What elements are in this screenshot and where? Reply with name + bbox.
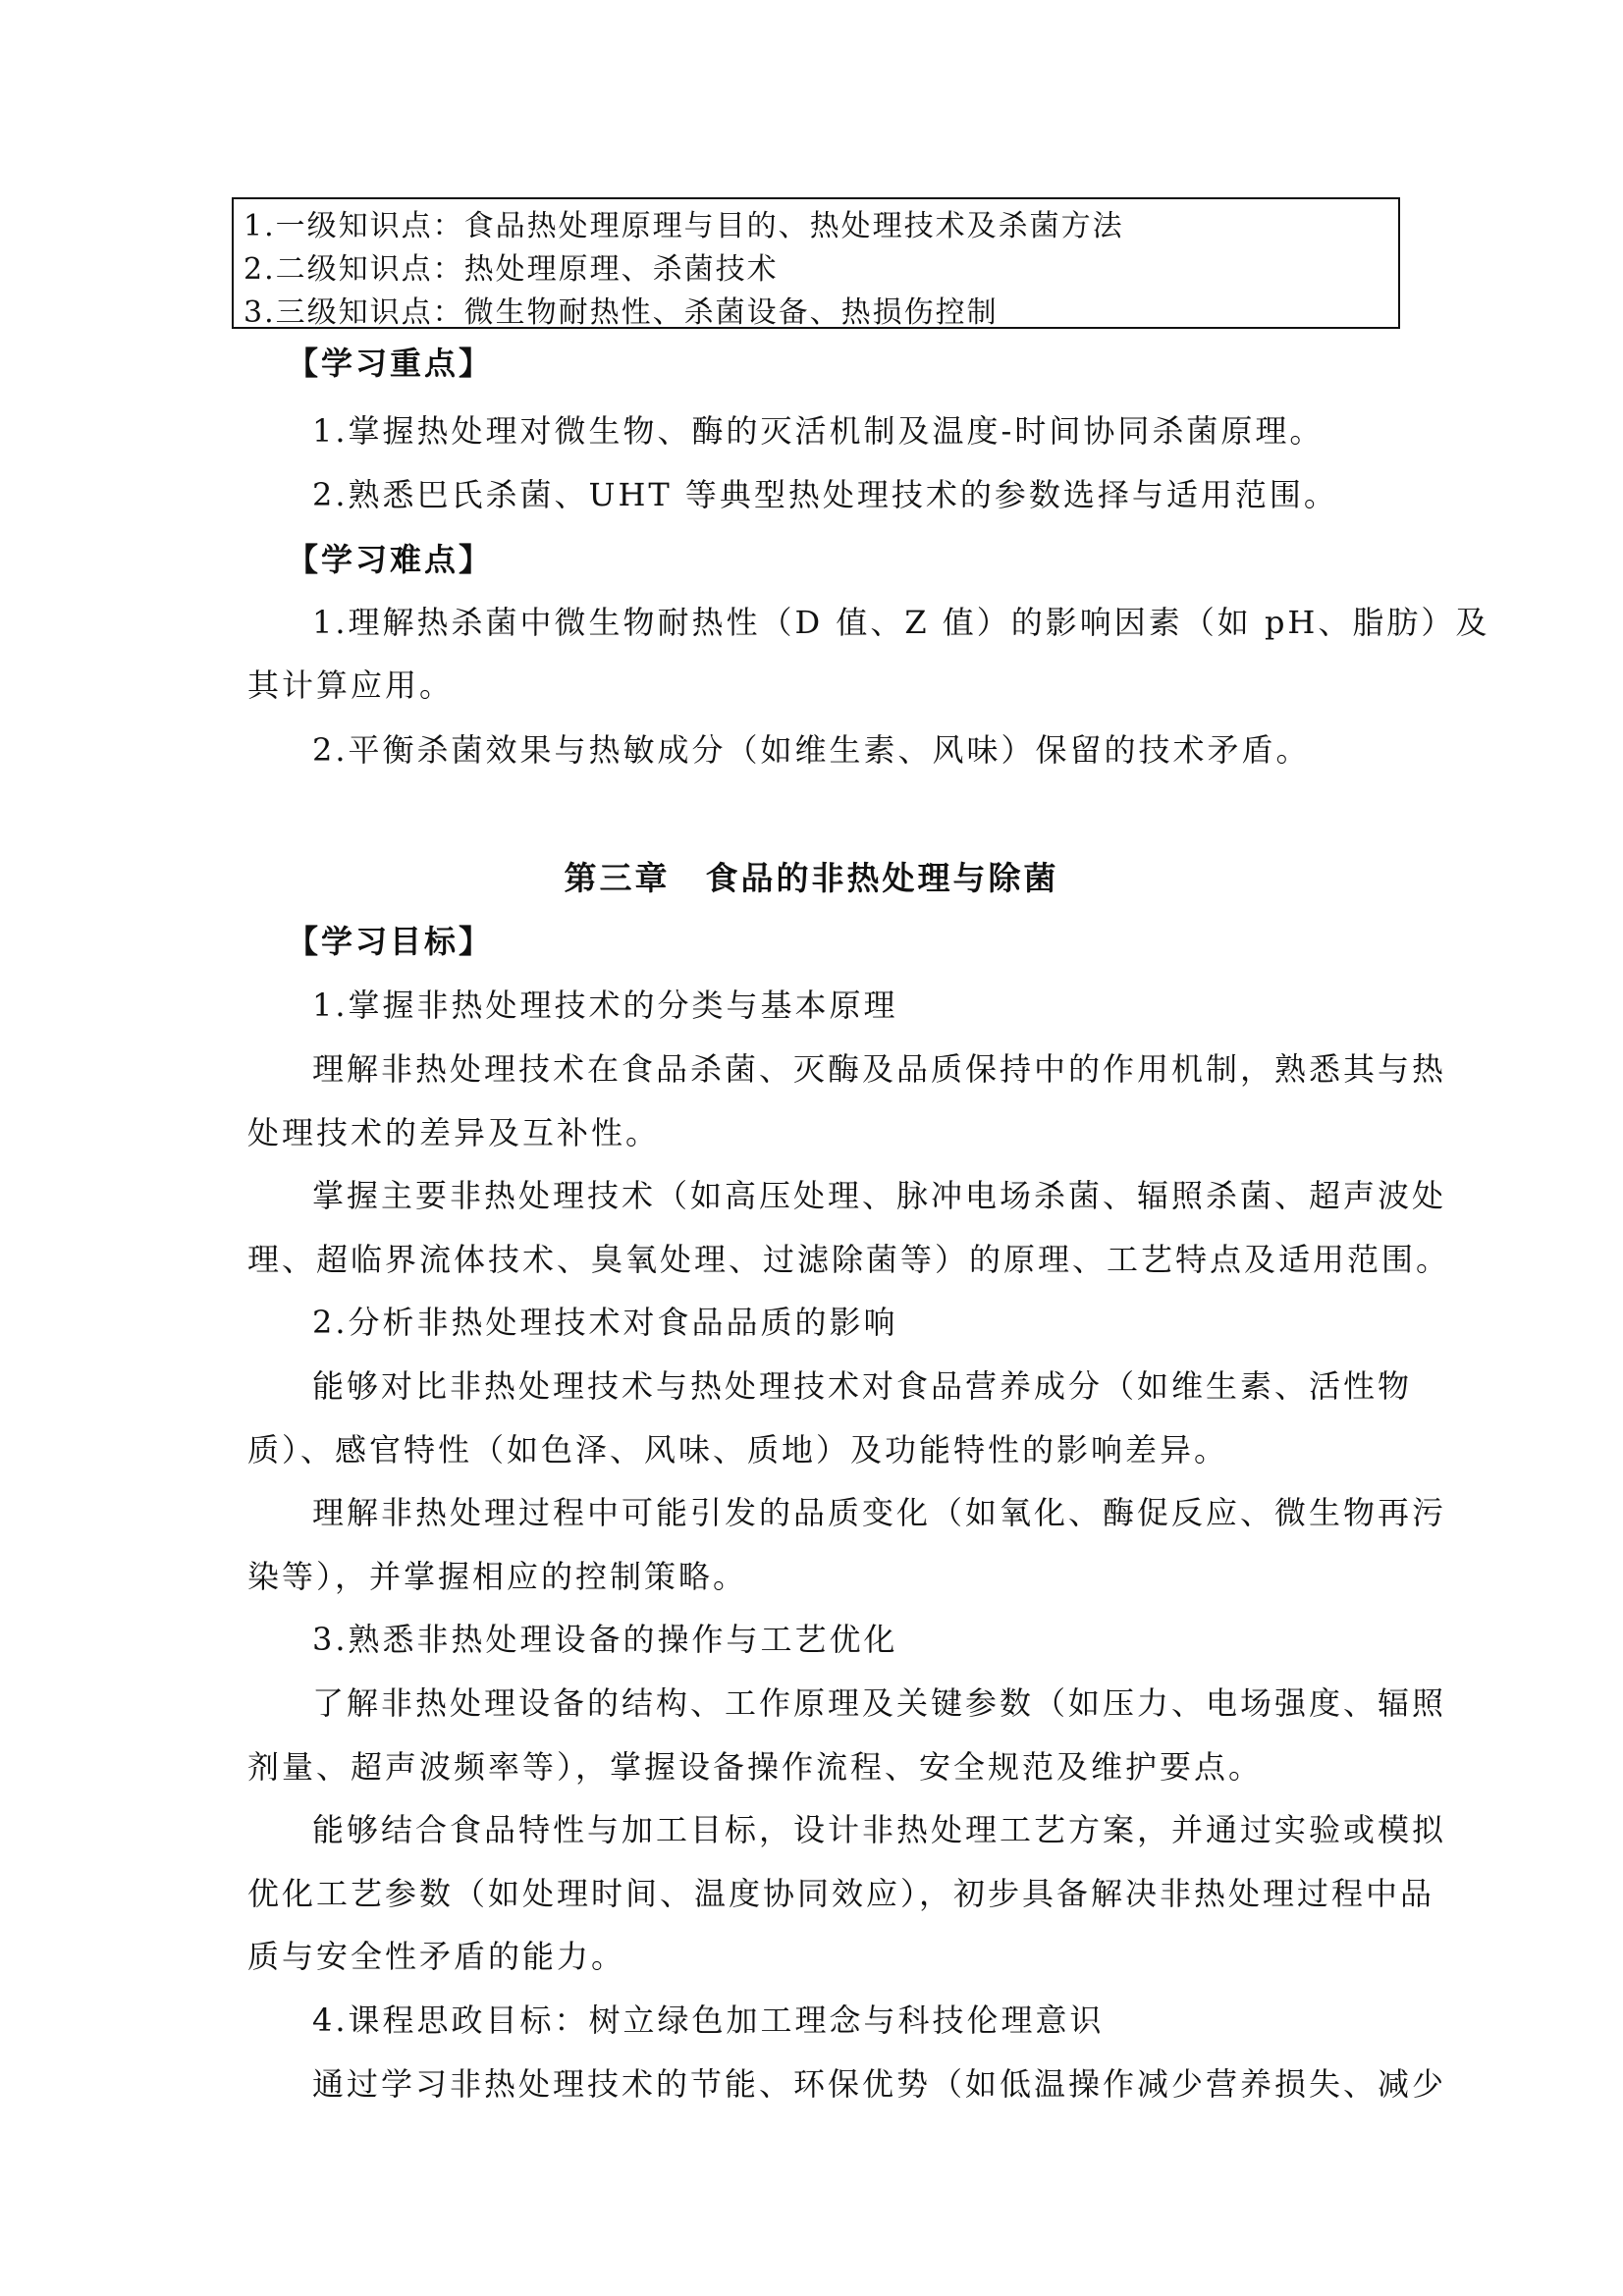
objective-2-para-2-line-2: 染等），并掌握相应的控制策略。 [247, 1558, 748, 1595]
objective-4-title: 4.课程思政目标：树立绿色加工理念与科技伦理意识 [312, 2002, 1105, 2039]
objective-3-para-1-line-2: 剂量、超声波频率等），掌握设备操作流程、安全规范及维护要点。 [247, 1748, 1264, 1786]
objectives-heading: 【学习目标】 [287, 923, 494, 960]
objective-3-title: 3.熟悉非热处理设备的操作与工艺优化 [312, 1621, 898, 1658]
key-point-2: 2.熟悉巴氏杀菌、UHT 等典型热处理技术的参数选择与适用范围。 [312, 476, 1338, 513]
knowledge-level-3: 3.三级知识点：微生物耐热性、杀菌设备、热损伤控制 [243, 295, 999, 330]
objective-3-para-2-line-1: 能够结合食品特性与加工目标，设计非热处理工艺方案，并通过实验或模拟 [312, 1811, 1447, 1848]
objective-1-para-2-line-2: 理、超临界流体技术、臭氧处理、过滤除菌等）的原理、工艺特点及适用范围。 [247, 1241, 1451, 1278]
key-points-heading: 【学习重点】 [287, 345, 494, 382]
objective-1-para-1-line-1: 理解非热处理技术在食品杀菌、灭酶及品质保持中的作用机制，熟悉其与热 [312, 1050, 1447, 1088]
objective-2-title: 2.分析非热处理技术对食品品质的影响 [312, 1304, 898, 1341]
objective-1-para-2-line-1: 掌握主要非热处理技术（如高压处理、脉冲电场杀菌、辐照杀菌、超声波处 [312, 1177, 1447, 1214]
objective-1-title: 1.掌握非热处理技术的分类与基本原理 [312, 987, 898, 1024]
knowledge-points-box [232, 197, 1400, 329]
chapter-title: 第三章 食品的非热处理与除菌 [564, 859, 1059, 897]
difficulties-heading: 【学习难点】 [287, 541, 494, 578]
objective-3-para-2-line-3: 质与安全性矛盾的能力。 [247, 1938, 626, 1975]
objective-3-para-1-line-1: 了解非热处理设备的结构、工作原理及关键参数（如压力、电场强度、辐照 [312, 1684, 1447, 1722]
difficulty-2: 2.平衡杀菌效果与热敏成分（如维生素、风味）保留的技术矛盾。 [312, 731, 1311, 769]
difficulty-1-line-1: 1.理解热杀菌中微生物耐热性（D 值、Z 值）的影响因素（如 pH、脂肪）及 [312, 604, 1490, 641]
difficulty-1-line-2: 其计算应用。 [247, 667, 455, 704]
objective-3-para-2-line-2: 优化工艺参数（如处理时间、温度协同效应），初步具备解决非热处理过程中品 [247, 1875, 1435, 1912]
objective-2-para-1-line-1: 能够对比非热处理技术与热处理技术对食品营养成分（如维生素、活性物 [312, 1367, 1413, 1405]
knowledge-level-1: 1.一级知识点：食品热处理原理与目的、热处理技术及杀菌方法 [243, 209, 1124, 243]
objective-4-para-1-line-1: 通过学习非热处理技术的节能、环保优势（如低温操作减少营养损失、减少 [312, 2065, 1447, 2103]
objective-2-para-2-line-1: 理解非热处理过程中可能引发的品质变化（如氧化、酶促反应、微生物再污 [312, 1494, 1447, 1531]
knowledge-level-2: 2.二级知识点：热处理原理、杀菌技术 [243, 252, 779, 287]
objective-2-para-1-line-2: 质）、感官特性（如色泽、风味、质地）及功能特性的影响差异。 [247, 1431, 1229, 1468]
key-point-1: 1.掌握热处理对微生物、酶的灭活机制及温度-时间协同杀菌原理。 [312, 412, 1325, 450]
objective-1-para-1-line-2: 处理技术的差异及互补性。 [247, 1114, 661, 1151]
